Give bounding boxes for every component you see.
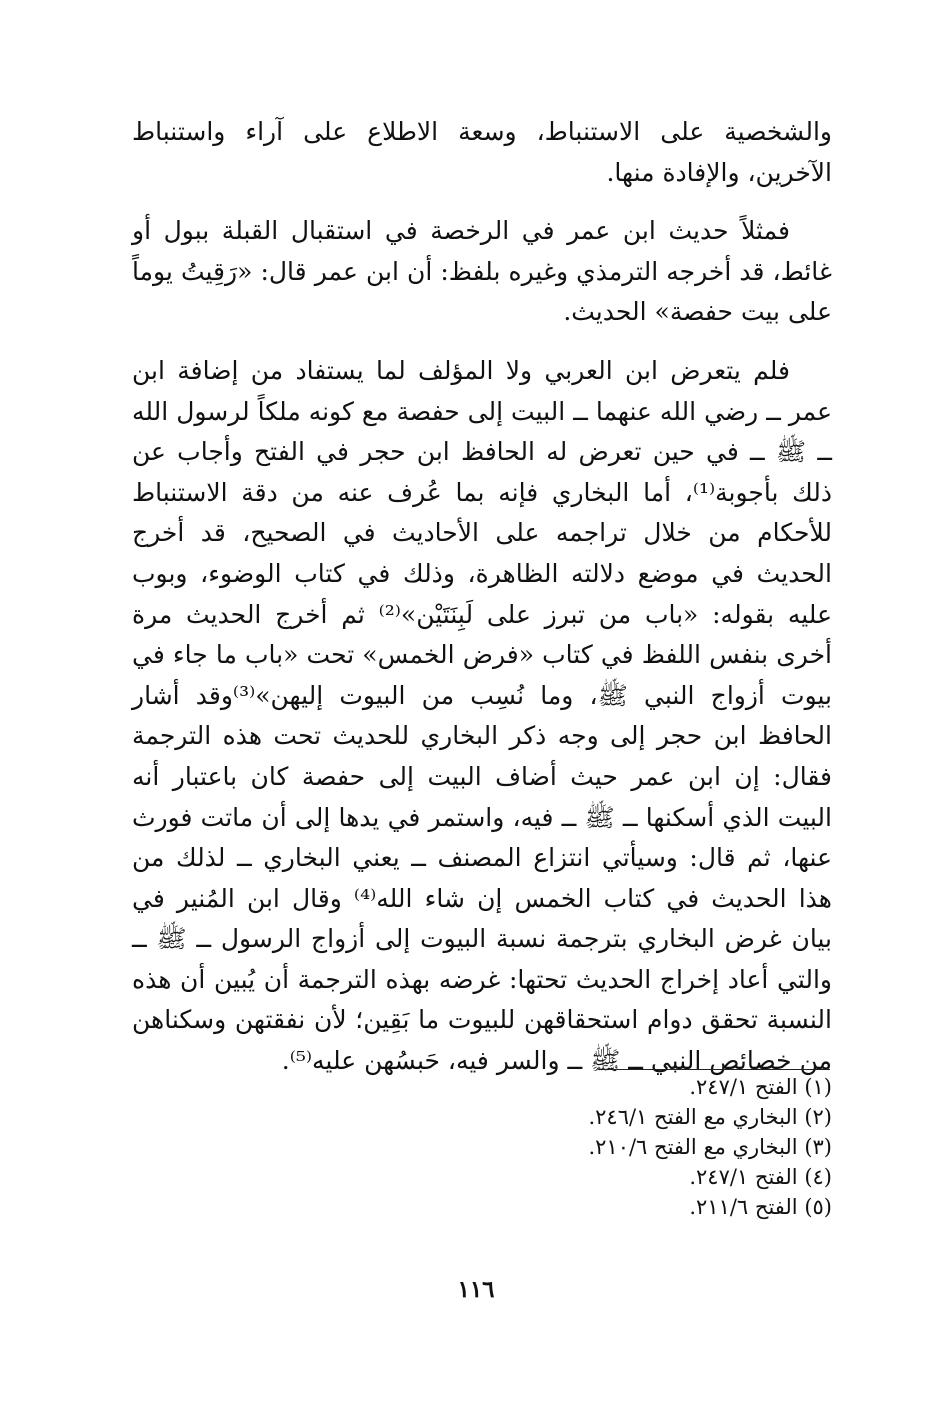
footnote-separator [602,1069,830,1070]
footnotes-list [132,1072,832,1222]
page-body [132,112,832,1082]
page-number: ١١٦ [457,1276,495,1303]
footnote-5: (٥) الفتح ٢١١/٦. [689,1195,832,1219]
footnote-2: (٢) البخاري مع الفتح ٢٤٦/١. [588,1105,832,1129]
footnote-1: (١) الفتح ٢٤٧/١. [689,1075,832,1099]
footnote-4: (٤) الفتح ٢٤٧/١. [689,1165,832,1189]
paragraph-1: والشخصية على الاستنباط، وسعة الاطلاع على آراء واستنباط الآخرين، والإفادة منها. [132,117,832,187]
paragraph-2: فمثلاً حديث ابن عمر في الرخصة في استقبال القبلة ببول أو غائط، قد أخرجه الترمذي وغيره بلفظ: أن ابن عمر قال: «رَقِيتُ يوماً على بيت حفصة» الحديث. [132,216,832,327]
paragraph-3: فلم يتعرض ابن العربي ولا المؤلف لما يستفاد من إضافة ابن عمر ــ رضي الله عنهما ــ البيت إلى حفصة مع كونه ملكاً لرسول الله ــ ﷺ ــ في حين تعرض له الحافظ ابن حجر في الفتح وأجاب عن ذلك بأجوبة⁽¹⁾، أما البخاري فإنه بما عُرف عنه من دقة الاستنباط للأحكام من خلال تراجمه على الأحاديث في الصحيح، قد أخرج الحديث في موضع دلالته الظاهرة، وذلك في كتاب الوضوء، وبوب عليه بقوله: «باب من تبرز على لَبِنَتَيْن»⁽²⁾ ثم أخرج الحديث مرة أخرى بنفس اللفظ في كتاب «فرض الخمس» تحت «باب ما جاء في بيوت أزواج النبي ﷺ، وما نُسِب من البيوت إليهن»⁽³⁾وقد أشار الحافظ ابن حجر إلى وجه ذكر البخاري للحديث تحت هذه الترجمة فقال: إن ابن عمر حيث أضاف البيت إلى حفصة كان باعتبار أنه البيت الذي أسكنها ــ ﷺ ــ فيه، واستمر في يدها إلى أن ماتت فورث عنها، ثم قال: وسيأتي انتزاع المصنف ــ يعني البخاري ــ لذلك من هذا الحديث في كتاب الخمس إن شاء الله⁽⁴⁾ وقال ابن المُنير في بيان غرض البخاري بترجمة نسبة البيوت إلى أزواج الرسول ــ ﷺ ــ والتي أعاد إخراج الحديث تحتها: غرضه بهذه الترجمة أن يُبين أن هذه النسبة تحقق دوام استحقاقهن للبيوت ما بَقِين؛ لأن نفقتهن وسكناهن من خصائص النبي ــ ﷺ ــ والسر فيه، حَبسُهن عليه⁽⁵⁾. [132,355,832,1076]
footnote-3: (٣) البخاري مع الفتح ٢١٠/٦. [588,1135,832,1159]
